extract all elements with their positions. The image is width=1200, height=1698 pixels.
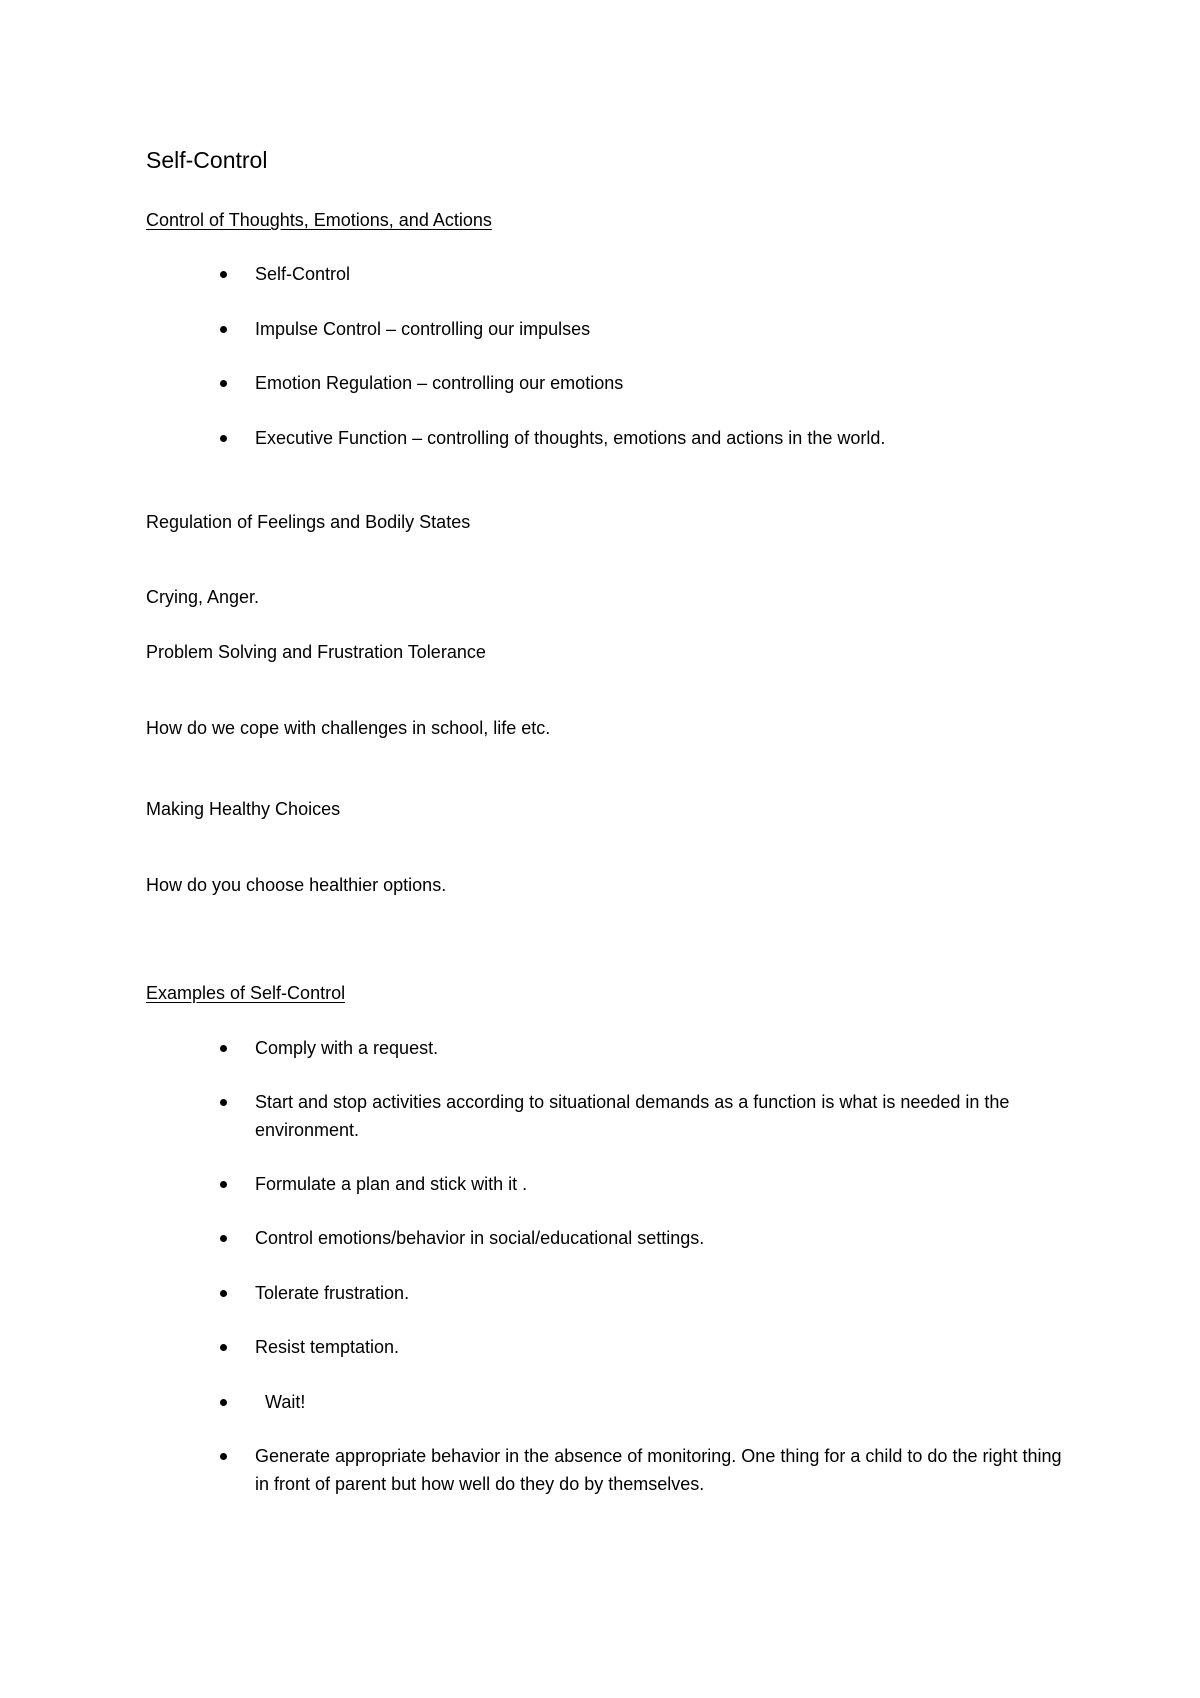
list-item [212,1333,1072,1361]
list-item [212,369,1072,397]
list-item-text: Wait! [255,1392,306,1412]
list-item-text: Emotion Regulation – controlling our emotions [255,373,624,393]
list-item [212,260,1072,288]
list-item-text: Control emotions/behavior in social/educational settings. [255,1228,705,1248]
list-item-text: Formulate a plan and stick with it . [255,1174,528,1194]
list-item-text: Start and stop activities according to situational demands as a function is what is needed in the environment. [255,1092,1010,1140]
list-item-text: Tolerate frustration. [255,1283,410,1303]
paragraph-problem-solving: Problem Solving and Frustration Tolerance [146,642,486,662]
bullet-icon [220,1453,227,1460]
list-item [212,1034,1072,1062]
section-heading-examples: Examples of Self-Control [146,983,346,1003]
paragraph-healthy-choices: Making Healthy Choices [146,799,341,819]
bullet-icon [220,1099,227,1106]
list-item-text: Impulse Control – controlling our impulses [255,319,591,339]
list-item [212,424,1072,452]
bullet-icon [220,1344,227,1351]
paragraph-regulation: Regulation of Feelings and Bodily States [146,512,471,532]
list-item-text: Self-Control [255,264,351,284]
paragraph-healthier-options: How do you choose healthier options. [146,875,447,895]
paragraph-cope: How do we cope with challenges in school, life etc. [146,718,551,738]
bullet-icon [220,435,227,442]
list-item [212,315,1072,343]
bullet-icon [220,271,227,278]
paragraph-crying: Crying, Anger. [146,587,260,607]
bullet-icon [220,1290,227,1297]
list-item [212,1088,1072,1144]
list-item [212,1224,1072,1252]
bullet-icon [220,1235,227,1242]
bullet-icon [220,1181,227,1188]
list-item [212,1170,1072,1198]
list-item [212,1388,1072,1416]
document-title: Self-Control [146,147,268,173]
list-item [212,1442,1072,1498]
bullet-icon [220,380,227,387]
section-heading-control: Control of Thoughts, Emotions, and Actions [146,210,492,230]
bullet-icon [220,1045,227,1052]
list-item-text: Resist temptation. [255,1337,400,1357]
list-item-text: Executive Function – controlling of thoughts, emotions and actions in the world. [255,428,886,448]
list-item [212,1279,1072,1307]
list-item-text: Generate appropriate behavior in the absence of monitoring. One thing for a child to do the right thing in front of parent but how well do they do by themselves. [255,1446,1062,1494]
bullet-icon [220,326,227,333]
bullet-icon [220,1399,227,1406]
list-item-text: Comply with a request. [255,1038,439,1058]
